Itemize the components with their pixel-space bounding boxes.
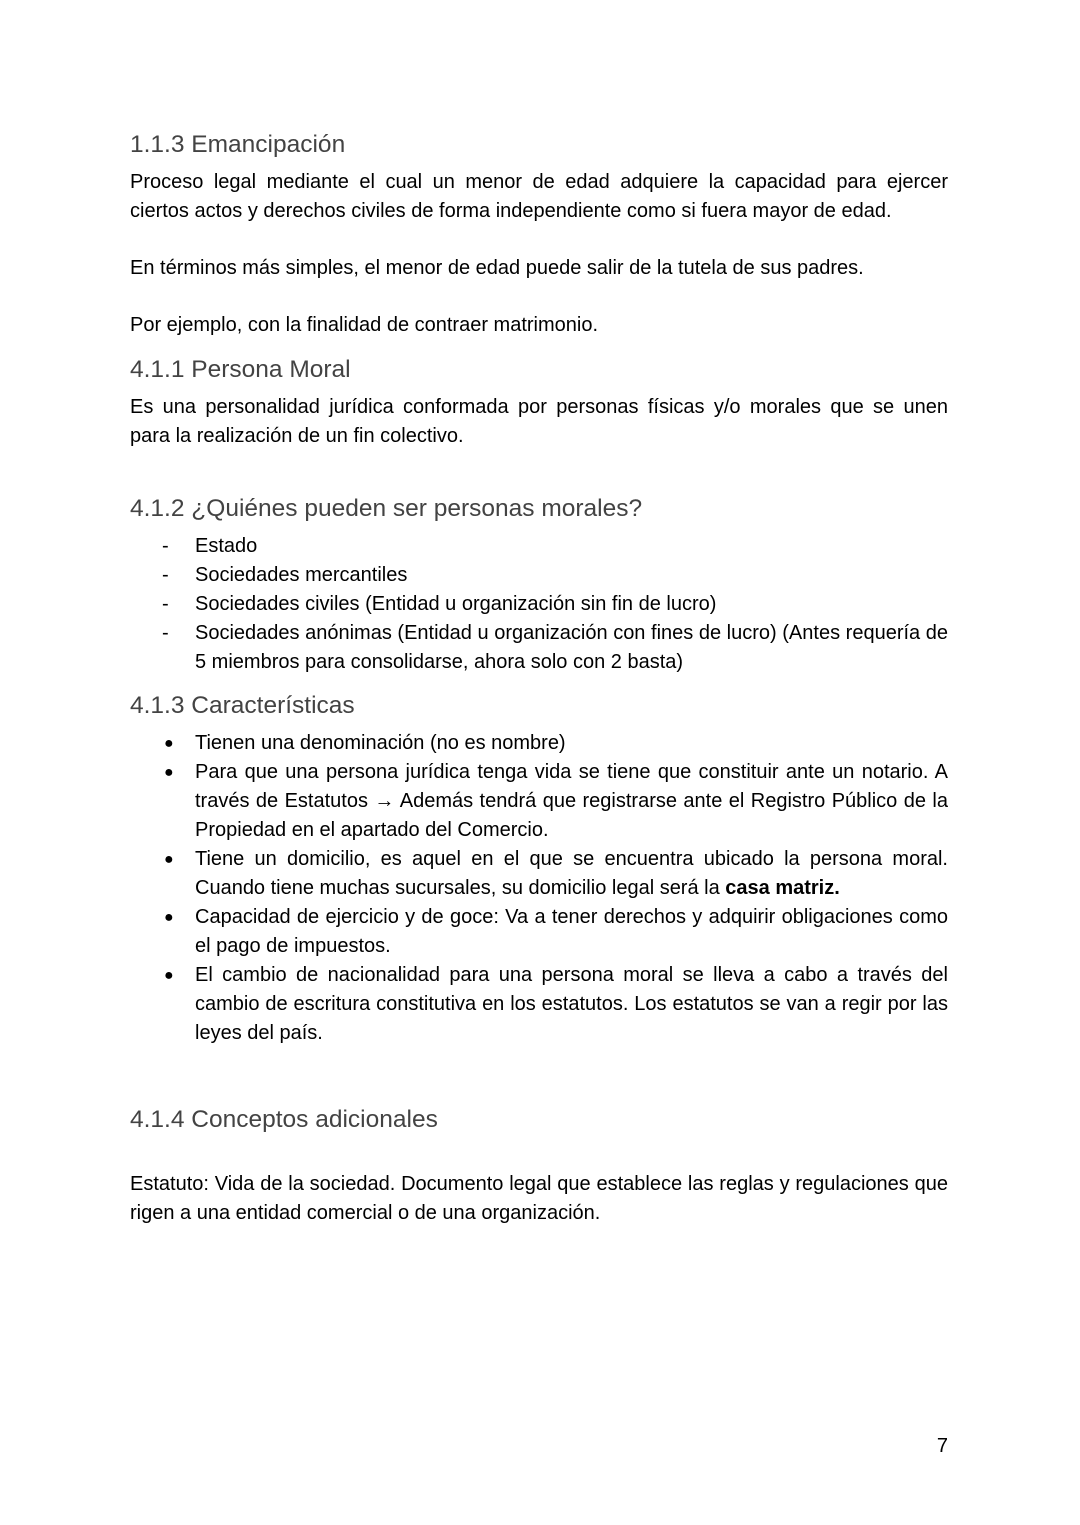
paragraph-persona-moral: Es una personalidad jurídica conformada por personas físicas y/o morales que se unen para la realización de un fin colectivo. xyxy=(130,396,948,447)
bullet-marker: ● xyxy=(164,764,174,781)
dash-marker: - xyxy=(162,593,169,615)
bullet-marker: ● xyxy=(164,967,174,984)
bullet-marker: ● xyxy=(164,735,174,752)
list-item xyxy=(130,532,948,561)
list-item xyxy=(130,590,948,619)
list-caracteristicas xyxy=(130,729,948,1048)
paragraph-emancipacion-definition: Proceso legal mediante el cual un menor de edad adquiere la capacidad para ejercer ciertos actos y derechos civiles de forma independiente como si fuera mayor de edad. xyxy=(130,171,948,222)
paragraph-emancipacion-simple: En términos más simples, el menor de edad puede salir de la tutela de sus padres. xyxy=(130,257,864,279)
page-number: 7 xyxy=(936,1435,948,1457)
heading-conceptos: 4.1.4 Conceptos adicionales xyxy=(130,1106,438,1133)
list-item xyxy=(130,729,948,758)
heading-quienes: 4.1.2 ¿Quiénes pueden ser personas morales? xyxy=(130,495,643,522)
list-item-text: Sociedades mercantiles xyxy=(195,564,408,586)
bold-text-casa-matriz: casa matriz. xyxy=(725,877,840,899)
list-quienes xyxy=(130,532,948,677)
dash-marker: - xyxy=(162,622,169,644)
list-item-text: Tiene un domicilio, es aquel en el que se encuentra ubicado la persona moral. Cuando tiene muchas sucursales, su domicilio legal será la xyxy=(195,848,948,899)
heading-caracteristicas: 4.1.3 Características xyxy=(130,692,355,719)
bullet-marker: ● xyxy=(164,909,174,926)
dash-marker: - xyxy=(162,564,169,586)
heading-emancipacion: 1.1.3 Emancipación xyxy=(130,131,346,158)
list-item-text: Para que una persona jurídica tenga vida se tiene que constituir ante un notario. A través de Estatutos → Además tendrá que registrarse ante el Registro Público de la Propiedad en el apartado del Comercio. xyxy=(195,761,948,841)
list-item xyxy=(130,619,948,677)
list-item-text: Capacidad de ejercicio y de goce: Va a tener derechos y adquirir obligaciones como el pago de impuestos. xyxy=(195,906,948,957)
dash-marker: - xyxy=(162,535,169,557)
bullet-marker: ● xyxy=(164,851,174,868)
paragraph-estatuto: Estatuto: Vida de la sociedad. Documento legal que establece las reglas y regulaciones que rigen a una entidad comercial o de una organización. xyxy=(130,1173,948,1224)
document-page xyxy=(130,128,948,1228)
list-item xyxy=(130,561,948,590)
heading-persona-moral: 4.1.1 Persona Moral xyxy=(130,356,351,383)
list-item xyxy=(130,903,948,961)
list-item xyxy=(130,845,948,903)
list-item-text: El cambio de nacionalidad para una persona moral se lleva a cabo a través del cambio de escritura constitutiva en los estatutos. Los estatutos se van a regir por las leyes del país. xyxy=(195,964,948,1044)
list-item-text: Sociedades civiles (Entidad u organización sin fin de lucro) xyxy=(195,593,717,615)
list-item-text: Tienen una denominación (no es nombre) xyxy=(195,732,566,754)
list-item-text: Sociedades anónimas (Entidad u organización con fines de lucro) (Antes requería de 5 miembros para consolidarse, ahora solo con 2 basta) xyxy=(195,622,948,673)
paragraph-emancipacion-example: Por ejemplo, con la finalidad de contraer matrimonio. xyxy=(130,314,599,336)
list-item xyxy=(130,961,948,1048)
list-item xyxy=(130,758,948,845)
list-item-text: Estado xyxy=(195,535,258,557)
